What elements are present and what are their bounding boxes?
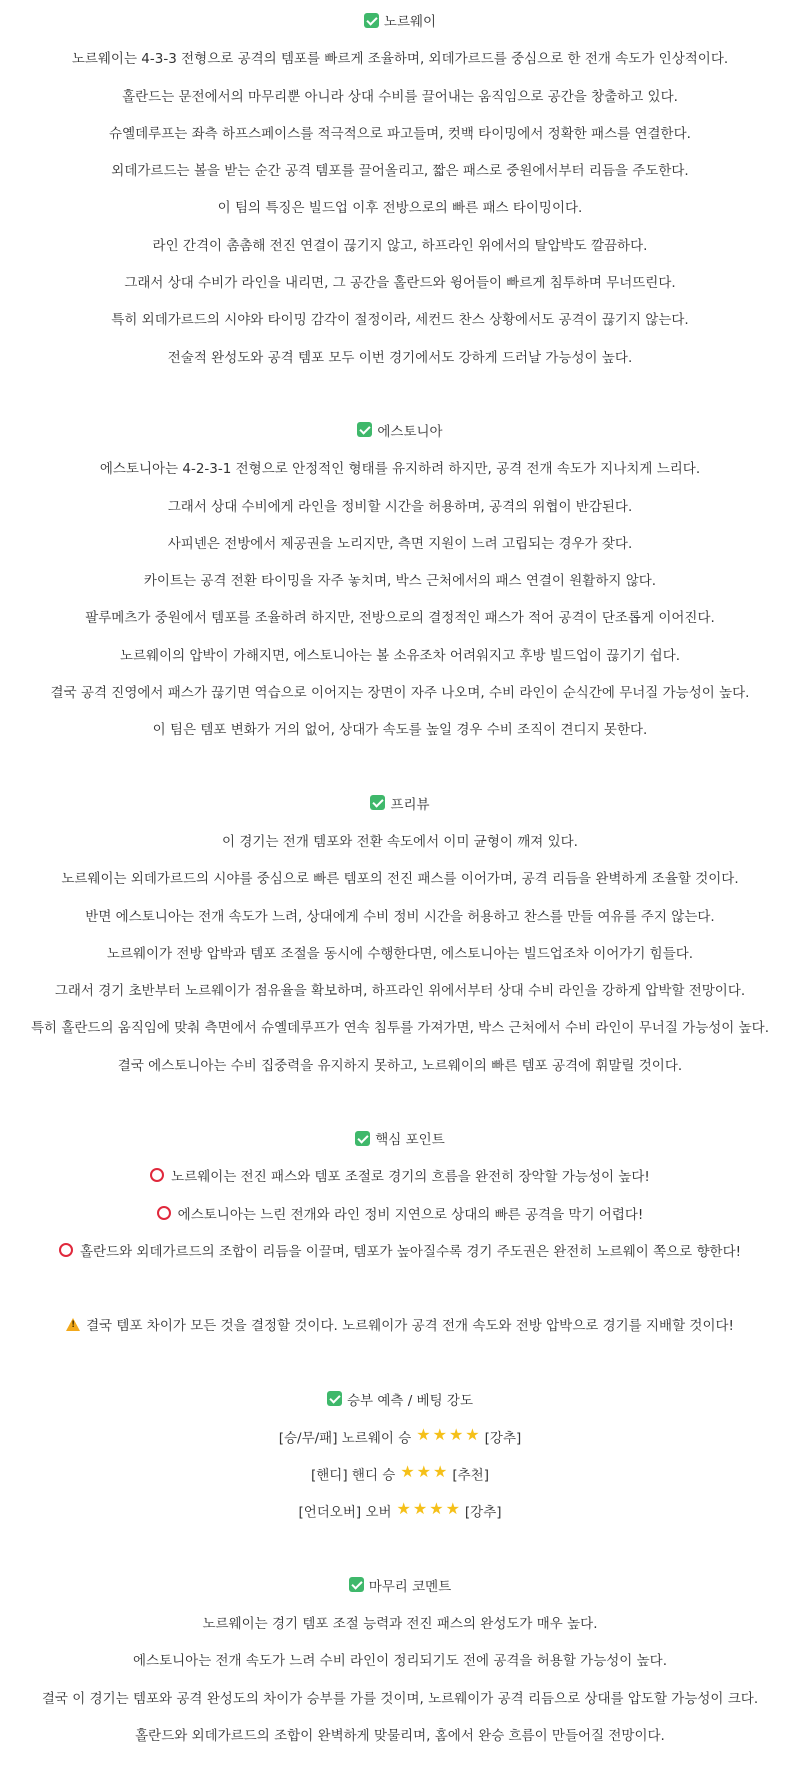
section-heading bbox=[10, 4, 790, 41]
star-rating bbox=[415, 1418, 480, 1455]
paragraph-line: 이 팀의 특징은 빌드업 이후 전방으로의 빠른 패스 타이밍이다. bbox=[217, 200, 583, 217]
paragraph-line: 결국 공격 진영에서 패스가 끊기면 역습으로 이어지는 장면이 자주 나오며, 수비 라인이 순식간에 무너질 가능성이 높다. bbox=[50, 685, 750, 702]
heading-text: 노르웨이 bbox=[383, 14, 437, 30]
check-icon bbox=[370, 795, 385, 810]
star-icon: ★ bbox=[416, 1424, 431, 1444]
section-prediction bbox=[10, 1383, 790, 1532]
star-icon: ★ bbox=[412, 1499, 428, 1519]
paragraph-line: 사피넨은 전방에서 제공권을 노리지만, 측면 지원이 느려 고립되는 경우가 잦다. bbox=[167, 535, 633, 552]
paragraph-line: 이 경기는 전개 템포와 전환 속도에서 이미 균형이 깨져 있다. bbox=[222, 833, 578, 850]
paragraph-line: 이 팀은 템포 변화가 거의 없어, 상대가 속도를 높일 경우 수비 조직이 견디지 못한다. bbox=[152, 722, 648, 739]
star-icon: ★ bbox=[396, 1499, 411, 1519]
pick-market: [언더오버] 오버 bbox=[298, 1505, 392, 1522]
circle-icon bbox=[59, 1243, 73, 1257]
star-icon: ★ bbox=[465, 1424, 480, 1444]
key-point-item bbox=[10, 1159, 790, 1196]
star-icon: ★ bbox=[400, 1462, 415, 1482]
check-icon bbox=[364, 13, 379, 28]
star-rating bbox=[396, 1492, 461, 1529]
paragraph-line: 결국 이 경기는 템포와 공격 완성도의 차이가 승부를 가를 것이며, 노르웨이가 공격 리듬으로 상대를 압도할 가능성이 크다. bbox=[41, 1690, 759, 1707]
paragraph-line: 노르웨이의 압박이 가해지면, 에스토니아는 볼 소유조차 어려워지고 후방 빌드업이 끊기기 쉽다. bbox=[119, 647, 681, 664]
heading-text: 핵심 포인트 bbox=[375, 1132, 445, 1149]
section-heading bbox=[10, 787, 790, 824]
section-preview bbox=[10, 787, 790, 1085]
paragraph-line: 슈옐데루프는 좌측 하프스페이스를 적극적으로 파고들며, 컷백 타이밍에서 정확한 패스를 연결한다. bbox=[109, 125, 691, 142]
check-icon bbox=[357, 422, 372, 437]
paragraph-line: 외데가르드는 볼을 받는 순간 공격 템포를 끌어올리고, 짧은 패스로 중원에서부터 리듬을 주도한다. bbox=[111, 163, 689, 180]
paragraph-line: 카이트는 공격 전환 타이밍을 자주 놓치며, 박스 근처에서의 패스 연결이 원활하지 않다. bbox=[143, 573, 657, 590]
warning-icon bbox=[66, 1318, 80, 1331]
circle-icon bbox=[150, 1168, 164, 1182]
heading-text: 프리뷰 bbox=[390, 796, 430, 813]
star-rating bbox=[399, 1455, 448, 1492]
key-point-text: 노르웨이는 전진 패스와 템포 조절로 경기의 흐름을 완전히 장악할 가능성이 높다! bbox=[171, 1169, 650, 1186]
key-point-item bbox=[10, 1197, 790, 1234]
paragraph-line: 라인 간격이 촘촘해 전진 연결이 끊기지 않고, 하프라인 위에서의 탈압박도 깔끔하다. bbox=[152, 237, 648, 254]
heading-text: 마무리 코멘트 bbox=[368, 1578, 452, 1595]
heading-text: 에스토니아 bbox=[377, 423, 443, 440]
prediction-pick bbox=[10, 1457, 790, 1494]
paragraph-line: 팔루메츠가 중원에서 템포를 조율하려 하지만, 전방으로의 결정적인 패스가 적어 공격이 단조롭게 이어진다. bbox=[85, 610, 715, 627]
paragraph-line: 그래서 경기 초반부터 노르웨이가 점유율을 확보하며, 하프라인 위에서부터 상대 수비 라인을 강하게 압박할 전망이다. bbox=[54, 983, 746, 1000]
star-icon: ★ bbox=[445, 1499, 460, 1519]
check-icon bbox=[327, 1391, 342, 1406]
pick-market: [승/무/패] 노르웨이 승 bbox=[278, 1430, 412, 1447]
circle-icon bbox=[157, 1206, 171, 1220]
prediction-pick bbox=[10, 1420, 790, 1457]
star-icon: ★ bbox=[429, 1499, 444, 1519]
paragraph-line: 특히 홀란드의 움직임에 맞춰 측면에서 슈옐데루프가 연속 침투를 가져가면, 박스 근처에서 수비 라인이 무너질 가능성이 높다. bbox=[30, 1020, 770, 1037]
paragraph-line: 에스토니아는 전개 속도가 느려 수비 라인이 정리되기도 전에 공격을 허용할 가능성이 높다. bbox=[132, 1653, 667, 1670]
section-closing bbox=[10, 1569, 790, 1755]
paragraph-line: 홀란드와 외데가르드의 조합이 완벽하게 맞물리며, 홈에서 완승 흐름이 만들어질 전망이다. bbox=[135, 1727, 665, 1744]
paragraph-line: 그래서 상대 수비에게 라인을 정비할 시간을 허용하며, 공격의 위협이 반감된다. bbox=[167, 498, 633, 515]
section-estonia bbox=[10, 414, 790, 750]
key-point-text: 홀란드와 외데가르드의 조합이 리듬을 이끌며, 템포가 높아질수록 경기 주도권은 완전히 노르웨이 쪽으로 향한다! bbox=[79, 1243, 742, 1260]
paragraph-line: 홀란드는 문전에서의 마무리뿐 아니라 상대 수비를 끌어내는 움직임으로 공간을 창출하고 있다. bbox=[122, 88, 678, 105]
key-point-text: 에스토니아는 느린 전개와 라인 정비 지연으로 상대의 빠른 공격을 막기 어렵다! bbox=[177, 1206, 644, 1223]
check-icon bbox=[355, 1131, 370, 1146]
section-heading bbox=[10, 414, 790, 451]
pick-grade: [강추] bbox=[484, 1430, 522, 1447]
star-icon: ★ bbox=[448, 1424, 464, 1444]
paragraph-line: 반면 에스토니아는 전개 속도가 느려, 상대에게 수비 정비 시간을 허용하고 찬스를 만들 여유를 주지 않는다. bbox=[85, 908, 715, 925]
paragraph-line: 그래서 상대 수비가 라인을 내리면, 그 공간을 홀란드와 윙어들이 빠르게 침투하며 무너뜨린다. bbox=[124, 275, 676, 292]
prediction-pick bbox=[10, 1494, 790, 1531]
star-icon: ★ bbox=[416, 1462, 432, 1482]
section-heading bbox=[10, 1383, 790, 1420]
paragraph-line: 특히 외데가르드의 시야와 타이밍 감각이 절정이라, 세컨드 찬스 상황에서도 공격이 끊기지 않는다. bbox=[111, 312, 689, 329]
section-heading bbox=[10, 1122, 790, 1159]
paragraph-line: 노르웨이는 외데가르드의 시야를 중심으로 빠른 템포의 전진 패스를 이어가며, 공격 리듬을 완벽하게 조율할 것이다. bbox=[61, 871, 739, 888]
paragraph-line: 전술적 완성도와 공격 템포 모두 이번 경기에서도 강하게 드러날 가능성이 높다. bbox=[167, 349, 633, 366]
paragraph-line: 에스토니아는 4-2-3-1 전형으로 안정적인 형태를 유지하려 하지만, 공격 전개 속도가 지나치게 느리다. bbox=[99, 461, 701, 478]
section-heading bbox=[10, 1569, 790, 1606]
heading-text: 승부 예측 / 베팅 강도 bbox=[346, 1392, 474, 1409]
warning-note bbox=[10, 1308, 790, 1345]
paragraph-line: 결국 에스토니아는 수비 집중력을 유지하지 못하고, 노르웨이의 빠른 템포 공격에 휘말릴 것이다. bbox=[117, 1057, 683, 1074]
paragraph-line: 노르웨이가 전방 압박과 템포 조절을 동시에 수행한다면, 에스토니아는 빌드업조차 이어가기 힘들다. bbox=[106, 945, 694, 962]
pick-grade: [강추] bbox=[464, 1505, 502, 1522]
warning-text: 결국 템포 차이가 모든 것을 결정할 것이다. 노르웨이가 공격 전개 속도와 전방 압박으로 경기를 지배할 것이다! bbox=[86, 1318, 734, 1335]
pick-grade: [추천] bbox=[452, 1467, 489, 1484]
paragraph-line: 노르웨이는 4-3-3 전형으로 공격의 템포를 빠르게 조율하며, 외데가르드를 중심으로 한 전개 속도가 인상적이다. bbox=[71, 51, 729, 68]
star-icon: ★ bbox=[432, 1424, 447, 1444]
check-icon bbox=[349, 1577, 364, 1592]
section-key-points bbox=[10, 1122, 790, 1345]
paragraph-line: 노르웨이는 경기 템포 조절 능력과 전진 패스의 완성도가 매우 높다. bbox=[202, 1615, 598, 1632]
section-norway bbox=[10, 4, 790, 377]
pick-market: [핸디] 핸디 승 bbox=[311, 1467, 396, 1484]
star-icon: ★ bbox=[433, 1462, 448, 1482]
key-point-item bbox=[10, 1234, 790, 1271]
